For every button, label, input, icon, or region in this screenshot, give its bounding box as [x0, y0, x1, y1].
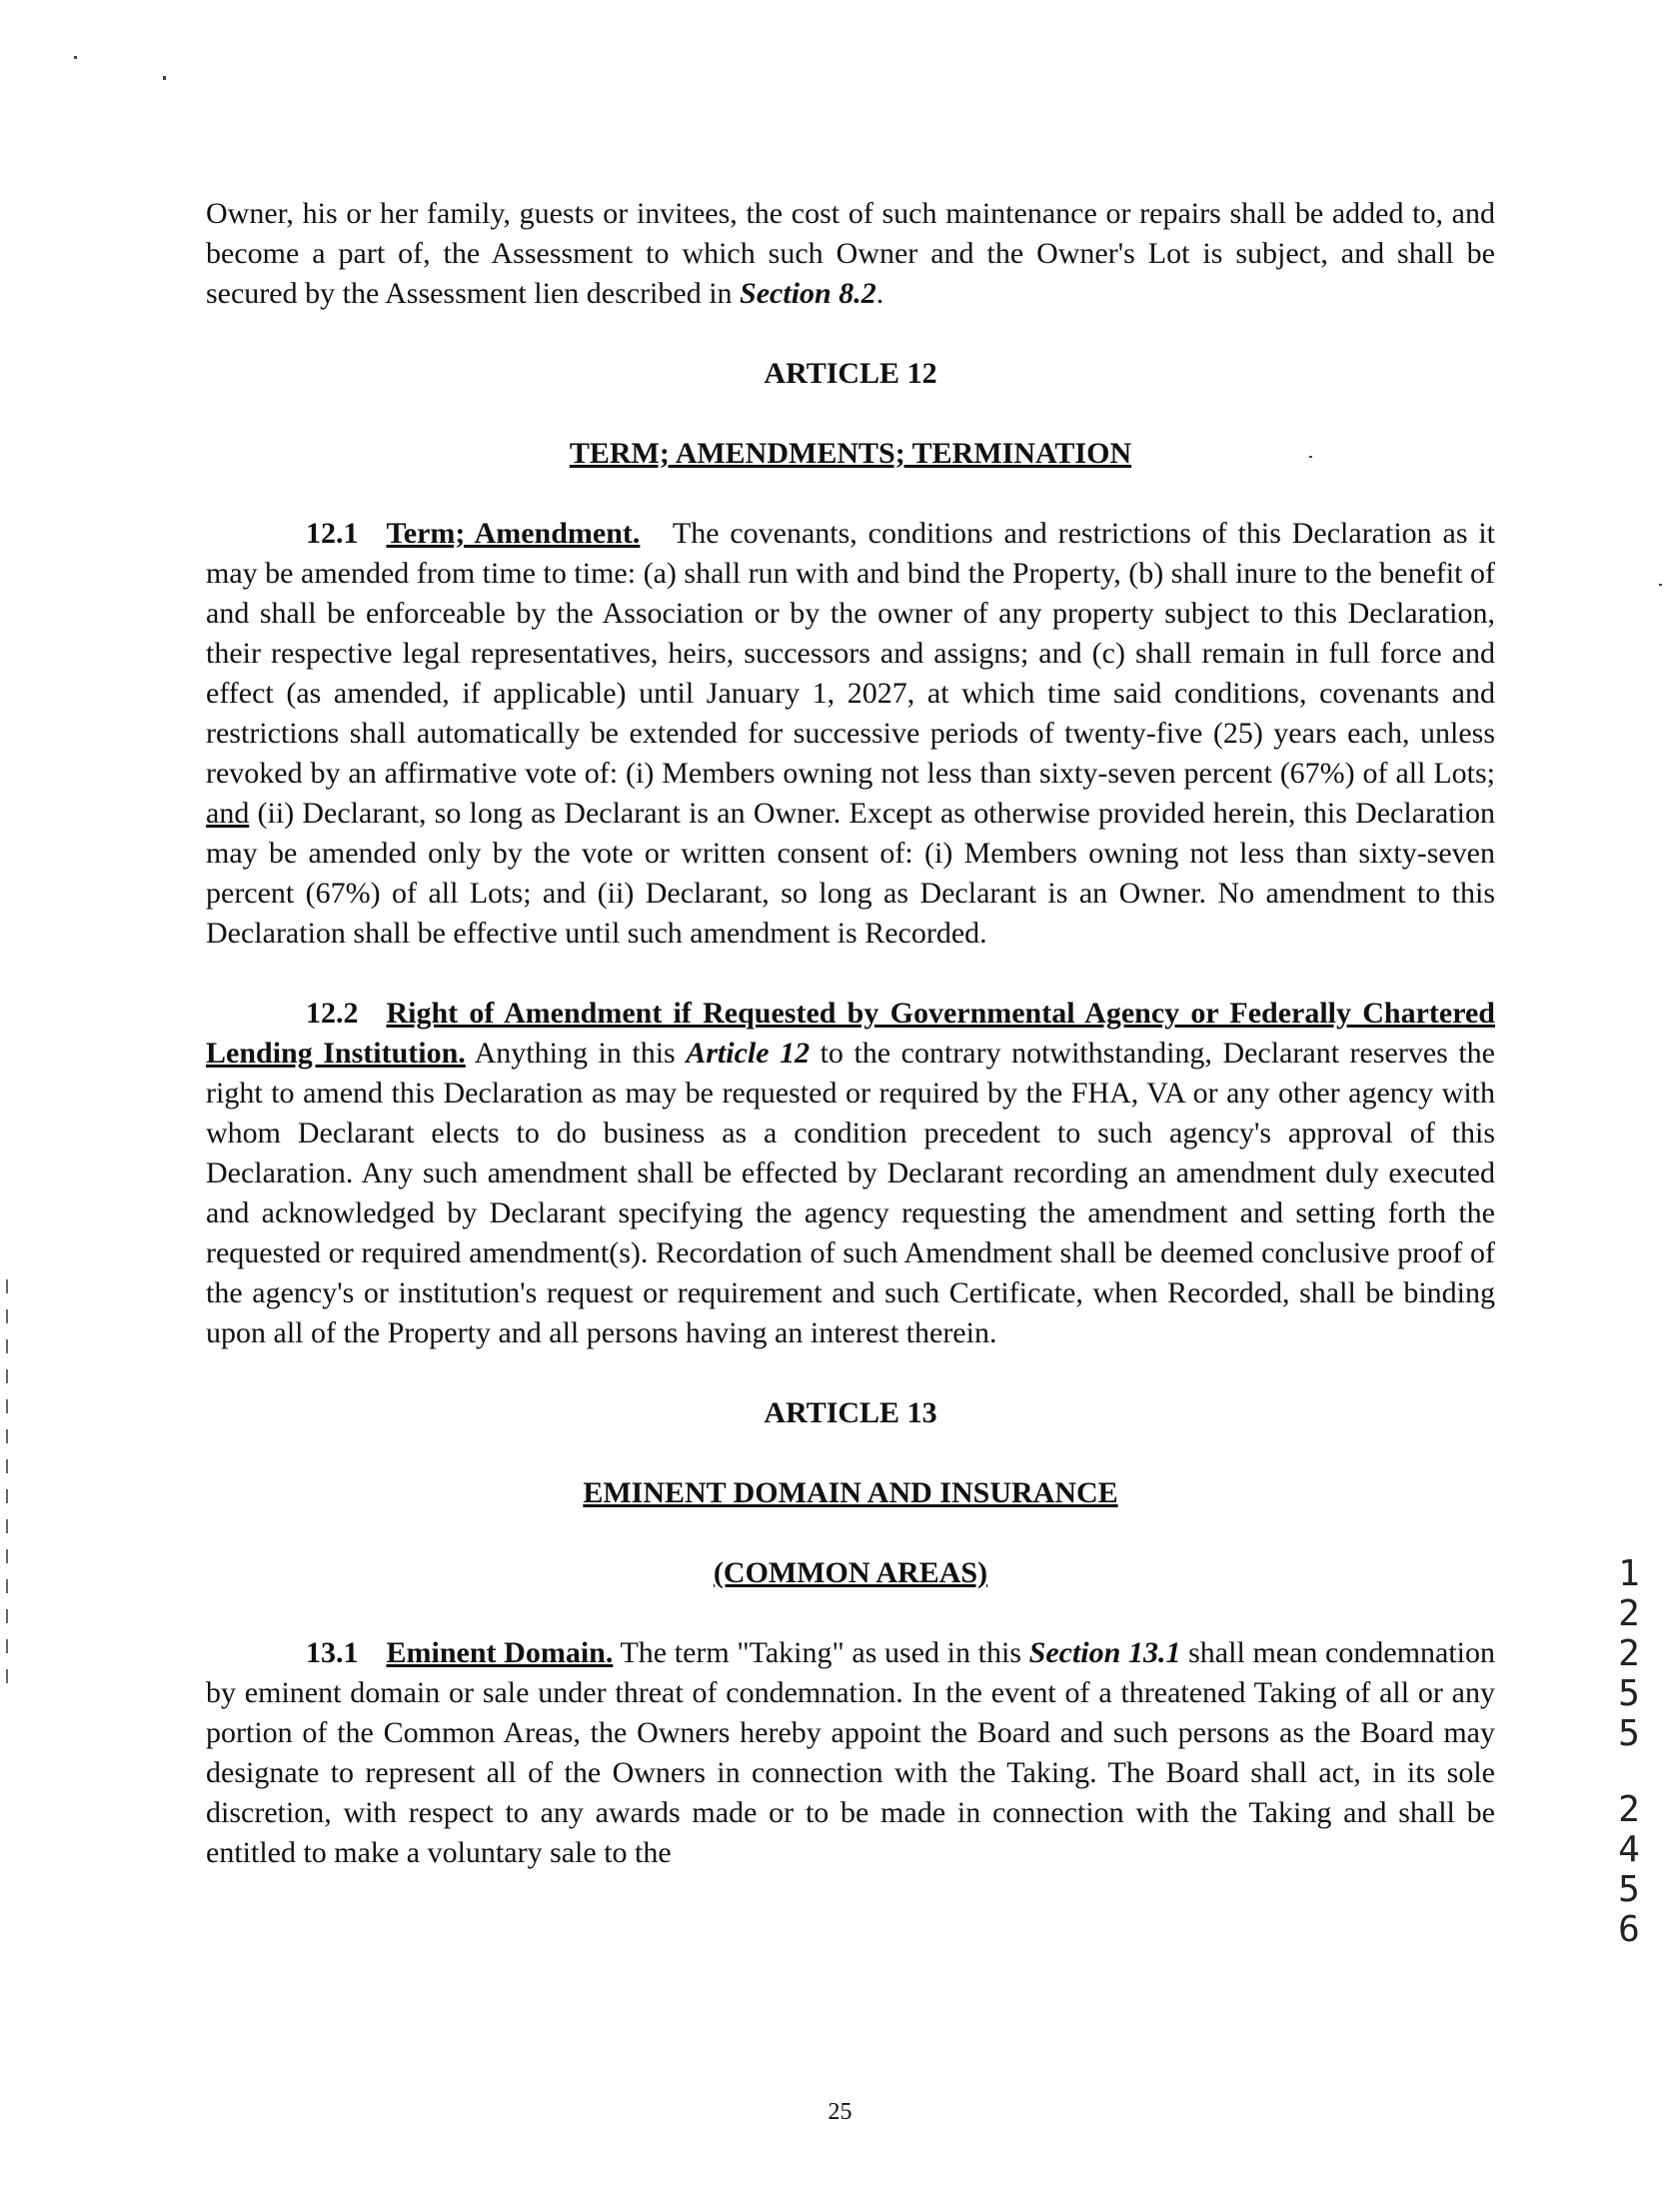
document-body: [206, 194, 1495, 1873]
page-number: 25: [828, 2099, 852, 2125]
section-13-1: [206, 1633, 1495, 1873]
section-text: Anything in this: [465, 1037, 687, 1070]
opening-end: .: [875, 277, 884, 310]
stamp-digit: 5: [1618, 1869, 1640, 1910]
section-title: Eminent Domain.: [386, 1636, 614, 1669]
section-title: Term; Amendment.: [386, 517, 641, 550]
stamp-digit: 2: [1618, 1633, 1640, 1674]
opening-text: Owner, his or her family, guests or invitees, the cost of such maintenance or repairs shall be added to, and become a part of, the Assessment to which such Owner and the Owner's Lot is subject, and shall be secured by the Assessment lien described in: [206, 197, 1495, 310]
scan-speck: [163, 76, 166, 80]
stamp-digit: 6: [1618, 1909, 1640, 1950]
section-reference: Section 8.2: [740, 277, 876, 310]
section-text-continued: to the contrary notwithstanding, Declarant reserves the right to amend this Declaration as may be requested or required by the FHA, VA or any other agency with whom Declarant elects to do business as a condition precedent to such agency's approval of this Declaration. Any such amendment shall be effected by Declarant recording an amendment duly executed and acknowledged by Declarant specifying the agency requesting the amendment and setting forth the requested or required amendment(s). Recordation of such Amendment shall be deemed conclusive proof of the agency's or institution's request or requirement and such Certificate, when Recorded, shall be binding upon all of the Property and all persons having an interest therein.: [206, 1037, 1495, 1349]
section-title: Right of Amendment if Requested by Governmental Agency or Federally Chartered Lending Institution.: [206, 997, 1495, 1070]
stamp-digit: 4: [1618, 1829, 1640, 1870]
section-number: 12.1: [306, 517, 359, 550]
recording-number-stamp: [1609, 1554, 1649, 1950]
section-number: 12.2: [306, 997, 359, 1030]
stamp-digit: 2: [1618, 1593, 1640, 1634]
section-text: The covenants, conditions and restrictions of this Declaration as it may be amended from time to time: (a) shall run with and bind the Property, (b) shall inure to the benefit of and shall be enforceable by the Association or by the owner of any property subject to this Declaration, their respective legal representatives, heirs, successors and assigns; and (c) shall remain in full force and effect (as amended, if applicable) until January 1, 2027, at which time said conditions, covenants and restrictions shall automatically be extended for successive periods of twenty-five (25) years each, unless revoked by an affirmative vote of: (i) Members owning not less than sixty-seven percent (67%) of all Lots;: [206, 517, 1495, 790]
article-13-subtitle: (COMMON AREAS): [713, 1556, 988, 1589]
article-reference: Article 12: [686, 1037, 811, 1070]
section-text-continued: (ii) Declarant, so long as Declarant is an Owner. Except as otherwise provided herein, this Declaration may be amended only by the vote or written consent of: (i) Members owning not less than sixty-seven percent (67%) of all Lots; and (ii) Declarant, so long as Declarant is an Owner. No amendment to this Declaration shall be effective until such amendment is Recorded.: [206, 797, 1495, 950]
stamp-digit: 1: [1618, 1553, 1640, 1594]
article-12-heading: ARTICLE 12: [764, 357, 937, 390]
article-13-title: EMINENT DOMAIN AND INSURANCE: [583, 1476, 1118, 1509]
stamp-digit: 2: [1618, 1789, 1640, 1830]
scan-speck: [74, 56, 77, 59]
scan-edge-marks: [6, 1279, 8, 1699]
article-12-title: TERM; AMENDMENTS; TERMINATION: [569, 437, 1132, 470]
section-text-continued: shall mean condemnation by eminent domain or sale under threat of condemnation. In the event of a threatened Taking of all or any portion of the Common Areas, the Owners hereby appoint the Board and such persons as the Board may designate to represent all of the Owners in connection with the Taking. The Board shall act, in its sole discretion, with respect to any awards made or to be made in connection with the Taking and shall be entitled to make a voluntary sale to the: [206, 1636, 1496, 1869]
scan-speck: [1659, 584, 1662, 586]
section-12-2: [206, 994, 1495, 1353]
stamp-digit: 5: [1618, 1673, 1640, 1714]
section-12-1: [206, 514, 1495, 954]
opening-paragraph: [206, 194, 1495, 314]
section-number: 13.1: [306, 1636, 359, 1669]
stamp-digit: 5: [1618, 1713, 1640, 1754]
section-text: The term "Taking" as used in this: [613, 1636, 1029, 1669]
section-reference: Section 13.1: [1028, 1636, 1181, 1669]
emphasis-and: and: [206, 797, 250, 830]
article-13-heading: ARTICLE 13: [764, 1396, 937, 1429]
